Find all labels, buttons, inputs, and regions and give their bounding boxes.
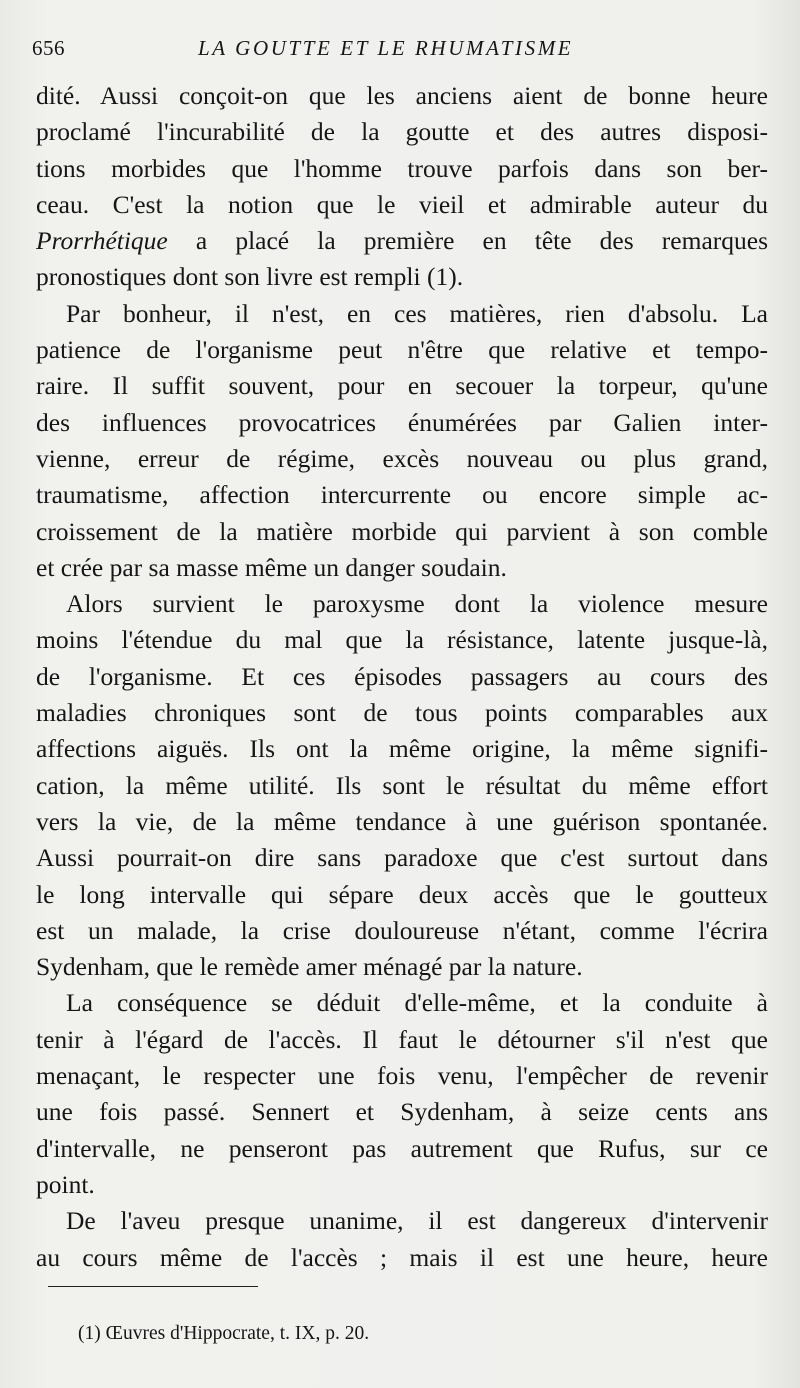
text-line: des influences provocatrices énumérées par Galien inter-	[36, 407, 768, 437]
text-line: d'intervalle, ne penseront pas autrement que Rufus, sur ce	[36, 1133, 768, 1163]
text-line: Par bonheur, il n'est, en ces matières, rien d'absolu. La	[66, 298, 768, 328]
text-line: est un malade, la crise douloureuse n'étant, comme l'écrira	[36, 915, 768, 945]
text-line: tions morbides que l'homme trouve parfois dans son ber-	[36, 153, 768, 183]
paragraph	[36, 586, 768, 985]
text-line: traumatisme, affection intercurrente ou encore simple ac-	[36, 480, 768, 510]
text-line: au cours même de l'accès ; mais il est une heure, heure	[36, 1242, 768, 1272]
italic-title: Prorrhétique	[36, 226, 168, 256]
text-line: le long intervalle qui sépare deux accès que le goutteux	[36, 879, 768, 909]
text-line: une fois passé. Sennert et Sydenham, à seize cents ans	[36, 1097, 768, 1127]
text-line: La conséquence se déduit d'elle-même, et la conduite à	[66, 988, 768, 1018]
text-line: vers la vie, de la même tendance à une guérison spontanée.	[36, 806, 768, 836]
text-line: cation, la même utilité. Ils sont le résultat du même effort	[36, 770, 768, 800]
footnote: (1) Œuvres d'Hippocrate, t. IX, p. 20.	[78, 1323, 370, 1344]
text-line: menaçant, le respecter une fois venu, l'empêcher de revenir	[36, 1061, 768, 1091]
paragraph	[36, 296, 768, 586]
text-line: maladies chroniques sont de tous points comparables aux	[36, 698, 768, 728]
text-line: ceau. C'est la notion que le vieil et admirable auteur du	[36, 189, 768, 219]
text-line: vienne, erreur de régime, excès nouveau ou plus grand,	[36, 443, 768, 473]
running-title: LA GOUTTE ET LE RHUMATISME	[198, 36, 574, 60]
body-text	[36, 78, 768, 1276]
text-line: de l'organisme. Et ces épisodes passagers au cours des	[36, 661, 768, 691]
text-line: point.	[36, 1169, 95, 1199]
text-line: patience de l'organisme peut n'être que relative et tempo-	[36, 335, 768, 365]
text-line: pronostiques dont son livre est rempli (1).	[36, 262, 464, 292]
text-line: Alors survient le paroxysme dont la violence mesure	[66, 589, 768, 619]
text-line: tenir à l'égard de l'accès. Il faut le détourner s'il n'est que	[36, 1024, 768, 1054]
text-line: croissement de la matière morbide qui parvient à son comble	[36, 516, 768, 546]
text-line: et crée par sa masse même un danger soudain.	[36, 552, 507, 582]
text-line: dité. Aussi conçoit-on que les anciens aient de bonne heure	[36, 81, 768, 110]
paragraph	[36, 985, 768, 1203]
footnote-rule	[48, 1286, 258, 1287]
paragraph	[36, 78, 768, 296]
text-line: Aussi pourrait-on dire sans paradoxe que c'est surtout dans	[36, 843, 768, 873]
paragraph	[36, 1203, 768, 1276]
page-number: 656	[32, 36, 65, 60]
text-line: proclamé l'incurabilité de la goutte et des autres disposi-	[36, 117, 768, 147]
text-line: affections aiguës. Ils ont la même origine, la même signifi-	[36, 734, 768, 764]
text-line: moins l'étendue du mal que la résistance, latente jusque-là,	[36, 625, 768, 655]
page-header	[32, 36, 772, 66]
text-line: Prorrhétique a placé la première en tête des remarques	[36, 226, 768, 256]
text-line: Sydenham, que le remède amer ménagé par la nature.	[36, 952, 583, 982]
text-line: raire. Il suffit souvent, pour en secouer la torpeur, qu'une	[36, 371, 768, 401]
text-line: De l'aveu presque unanime, il est dangereux d'intervenir	[66, 1206, 768, 1236]
